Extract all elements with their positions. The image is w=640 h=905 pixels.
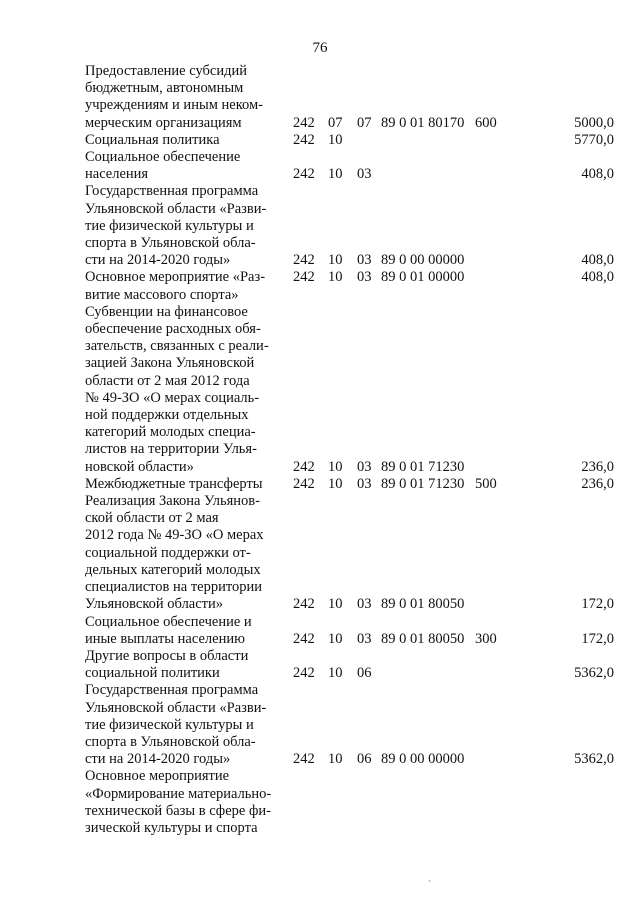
admin-code: 242 — [293, 665, 315, 682]
target-article-code: 89 0 00 00000 — [381, 751, 465, 768]
footer-mark: ` — [428, 880, 432, 891]
admin-code: 242 — [293, 630, 315, 647]
table-row — [0, 493, 640, 613]
description-line: Основное мероприятие — [85, 768, 230, 785]
admin-code: 242 — [293, 252, 315, 269]
table-row — [0, 768, 640, 837]
amount: 172,0 — [581, 596, 614, 613]
description-line: Ульяновской области «Разви- — [85, 699, 267, 716]
amount: 5000,0 — [574, 114, 614, 131]
row-codes — [0, 665, 640, 682]
description-line: зацией Закона Ульяновской — [85, 355, 255, 372]
table-row — [0, 63, 640, 132]
row-codes — [0, 459, 640, 476]
description-line: учреждениям и иным неком- — [85, 97, 263, 114]
row-codes — [0, 252, 640, 269]
description-line: области от 2 мая 2012 года — [85, 372, 250, 389]
admin-code: 242 — [293, 458, 315, 475]
target-article-code: 89 0 01 80050 — [381, 596, 465, 613]
target-article-code: 89 0 01 00000 — [381, 269, 465, 286]
row-codes — [0, 820, 640, 837]
description-line: витие массового спорта» — [85, 286, 239, 303]
description-line: тие физической культуры и — [85, 217, 254, 234]
description-line: ной поддержки отдельных — [85, 407, 249, 424]
row-codes — [0, 115, 640, 132]
amount: 5770,0 — [574, 131, 614, 148]
description-line: ской области от 2 мая — [85, 510, 219, 527]
row-codes — [0, 751, 640, 768]
description-line: Государственная программа — [85, 682, 259, 699]
target-article-code: 89 0 01 71230 — [381, 475, 465, 492]
table-row — [0, 269, 640, 303]
table-row — [0, 132, 640, 149]
row-description — [85, 304, 279, 476]
description-line: Социальная политика — [85, 131, 220, 148]
description-line: дельных категорий молодых — [85, 561, 261, 578]
subsection-code: 03 — [357, 596, 372, 613]
section-code: 10 — [328, 131, 343, 148]
description-line: 2012 года № 49-ЗО «О мерах — [85, 527, 264, 544]
admin-code: 242 — [293, 131, 315, 148]
target-article-code: 89 0 01 80050 — [381, 630, 465, 647]
table-row — [0, 614, 640, 648]
expense-type-code: 600 — [475, 114, 497, 131]
description-line: технической базы в сфере фи- — [85, 802, 271, 819]
expense-type-code: 300 — [475, 630, 497, 647]
amount: 408,0 — [581, 269, 614, 286]
description-line: спорта в Ульяновской обла- — [85, 235, 256, 252]
section-code: 10 — [328, 596, 343, 613]
description-line: Социальное обеспечение — [85, 149, 241, 166]
subsection-code: 03 — [357, 252, 372, 269]
admin-code: 242 — [293, 596, 315, 613]
table-row — [0, 648, 640, 682]
table-row — [0, 682, 640, 768]
description-line: зической культуры и спорта — [85, 819, 258, 836]
description-line: категорий молодых специа- — [85, 424, 256, 441]
page-number: 76 — [312, 40, 328, 56]
admin-code: 242 — [293, 166, 315, 183]
amount: 172,0 — [581, 630, 614, 647]
section-code: 07 — [328, 114, 343, 131]
subsection-code: 03 — [357, 269, 372, 286]
row-codes — [0, 269, 640, 286]
amount: 236,0 — [581, 458, 614, 475]
description-line: листов на территории Улья- — [85, 441, 257, 458]
section-code: 10 — [328, 751, 343, 768]
description-line: социальной поддержки от- — [85, 544, 251, 561]
row-codes — [0, 476, 640, 493]
description-line: обеспечение расходных обя- — [85, 321, 261, 338]
subsection-code: 06 — [357, 665, 372, 682]
section-code: 10 — [328, 166, 343, 183]
table-row — [0, 476, 640, 493]
admin-code: 242 — [293, 751, 315, 768]
table-row — [0, 183, 640, 269]
subsection-code: 03 — [357, 475, 372, 492]
description-line: иные выплаты населению — [85, 630, 245, 647]
description-line: Ульяновской области «Разви- — [85, 200, 267, 217]
expense-type-code: 500 — [475, 475, 497, 492]
description-line: № 49-ЗО «О мерах социаль- — [85, 389, 260, 406]
admin-code: 242 — [293, 475, 315, 492]
description-line: тие физической культуры и — [85, 716, 254, 733]
description-line: новской области» — [85, 458, 194, 475]
target-article-code: 89 0 00 00000 — [381, 252, 465, 269]
admin-code: 242 — [293, 269, 315, 286]
subsection-code: 03 — [357, 630, 372, 647]
description-line: Межбюджетные трансферты — [85, 475, 263, 492]
subsection-code: 03 — [357, 458, 372, 475]
amount: 5362,0 — [574, 665, 614, 682]
description-line: Предоставление субсидий — [85, 63, 248, 79]
description-line: социальной политики — [85, 665, 220, 682]
amount: 236,0 — [581, 475, 614, 492]
description-line: Государственная программа — [85, 183, 259, 200]
section-code: 10 — [328, 475, 343, 492]
description-line: сти на 2014-2020 годы» — [85, 252, 231, 269]
section-code: 10 — [328, 252, 343, 269]
description-line: мерческим организациям — [85, 114, 242, 131]
section-code: 10 — [328, 630, 343, 647]
amount: 408,0 — [581, 166, 614, 183]
description-line: бюджетным, автономным — [85, 80, 244, 97]
target-article-code: 89 0 01 80170 — [381, 114, 465, 131]
subsection-code: 07 — [357, 114, 372, 131]
description-line: Реализация Закона Ульянов- — [85, 493, 260, 510]
description-line: спорта в Ульяновской обла- — [85, 733, 256, 750]
row-codes — [0, 166, 640, 183]
admin-code: 242 — [293, 114, 315, 131]
amount: 408,0 — [581, 252, 614, 269]
description-line: Основное мероприятие «Раз- — [85, 269, 266, 286]
description-line: специалистов на территории — [85, 579, 263, 596]
description-line: «Формирование материально- — [85, 785, 272, 802]
row-codes — [0, 631, 640, 648]
description-line: зательств, связанных с реали- — [85, 338, 269, 355]
target-article-code: 89 0 01 71230 — [381, 458, 465, 475]
description-line: населения — [85, 166, 149, 183]
section-code: 10 — [328, 269, 343, 286]
row-codes — [0, 596, 640, 613]
description-line: Ульяновской области» — [85, 596, 224, 613]
description-line: Социальное обеспечение и — [85, 613, 252, 630]
row-codes — [0, 132, 640, 149]
amount: 5362,0 — [574, 751, 614, 768]
section-code: 10 — [328, 665, 343, 682]
subsection-code: 03 — [357, 166, 372, 183]
budget-table — [0, 63, 640, 837]
description-line: сти на 2014-2020 годы» — [85, 751, 231, 768]
description-line: Другие вопросы в области — [85, 647, 249, 664]
table-row — [0, 304, 640, 476]
subsection-code: 06 — [357, 751, 372, 768]
section-code: 10 — [328, 458, 343, 475]
table-row — [0, 149, 640, 183]
description-line: Субвенции на финансовое — [85, 303, 248, 320]
